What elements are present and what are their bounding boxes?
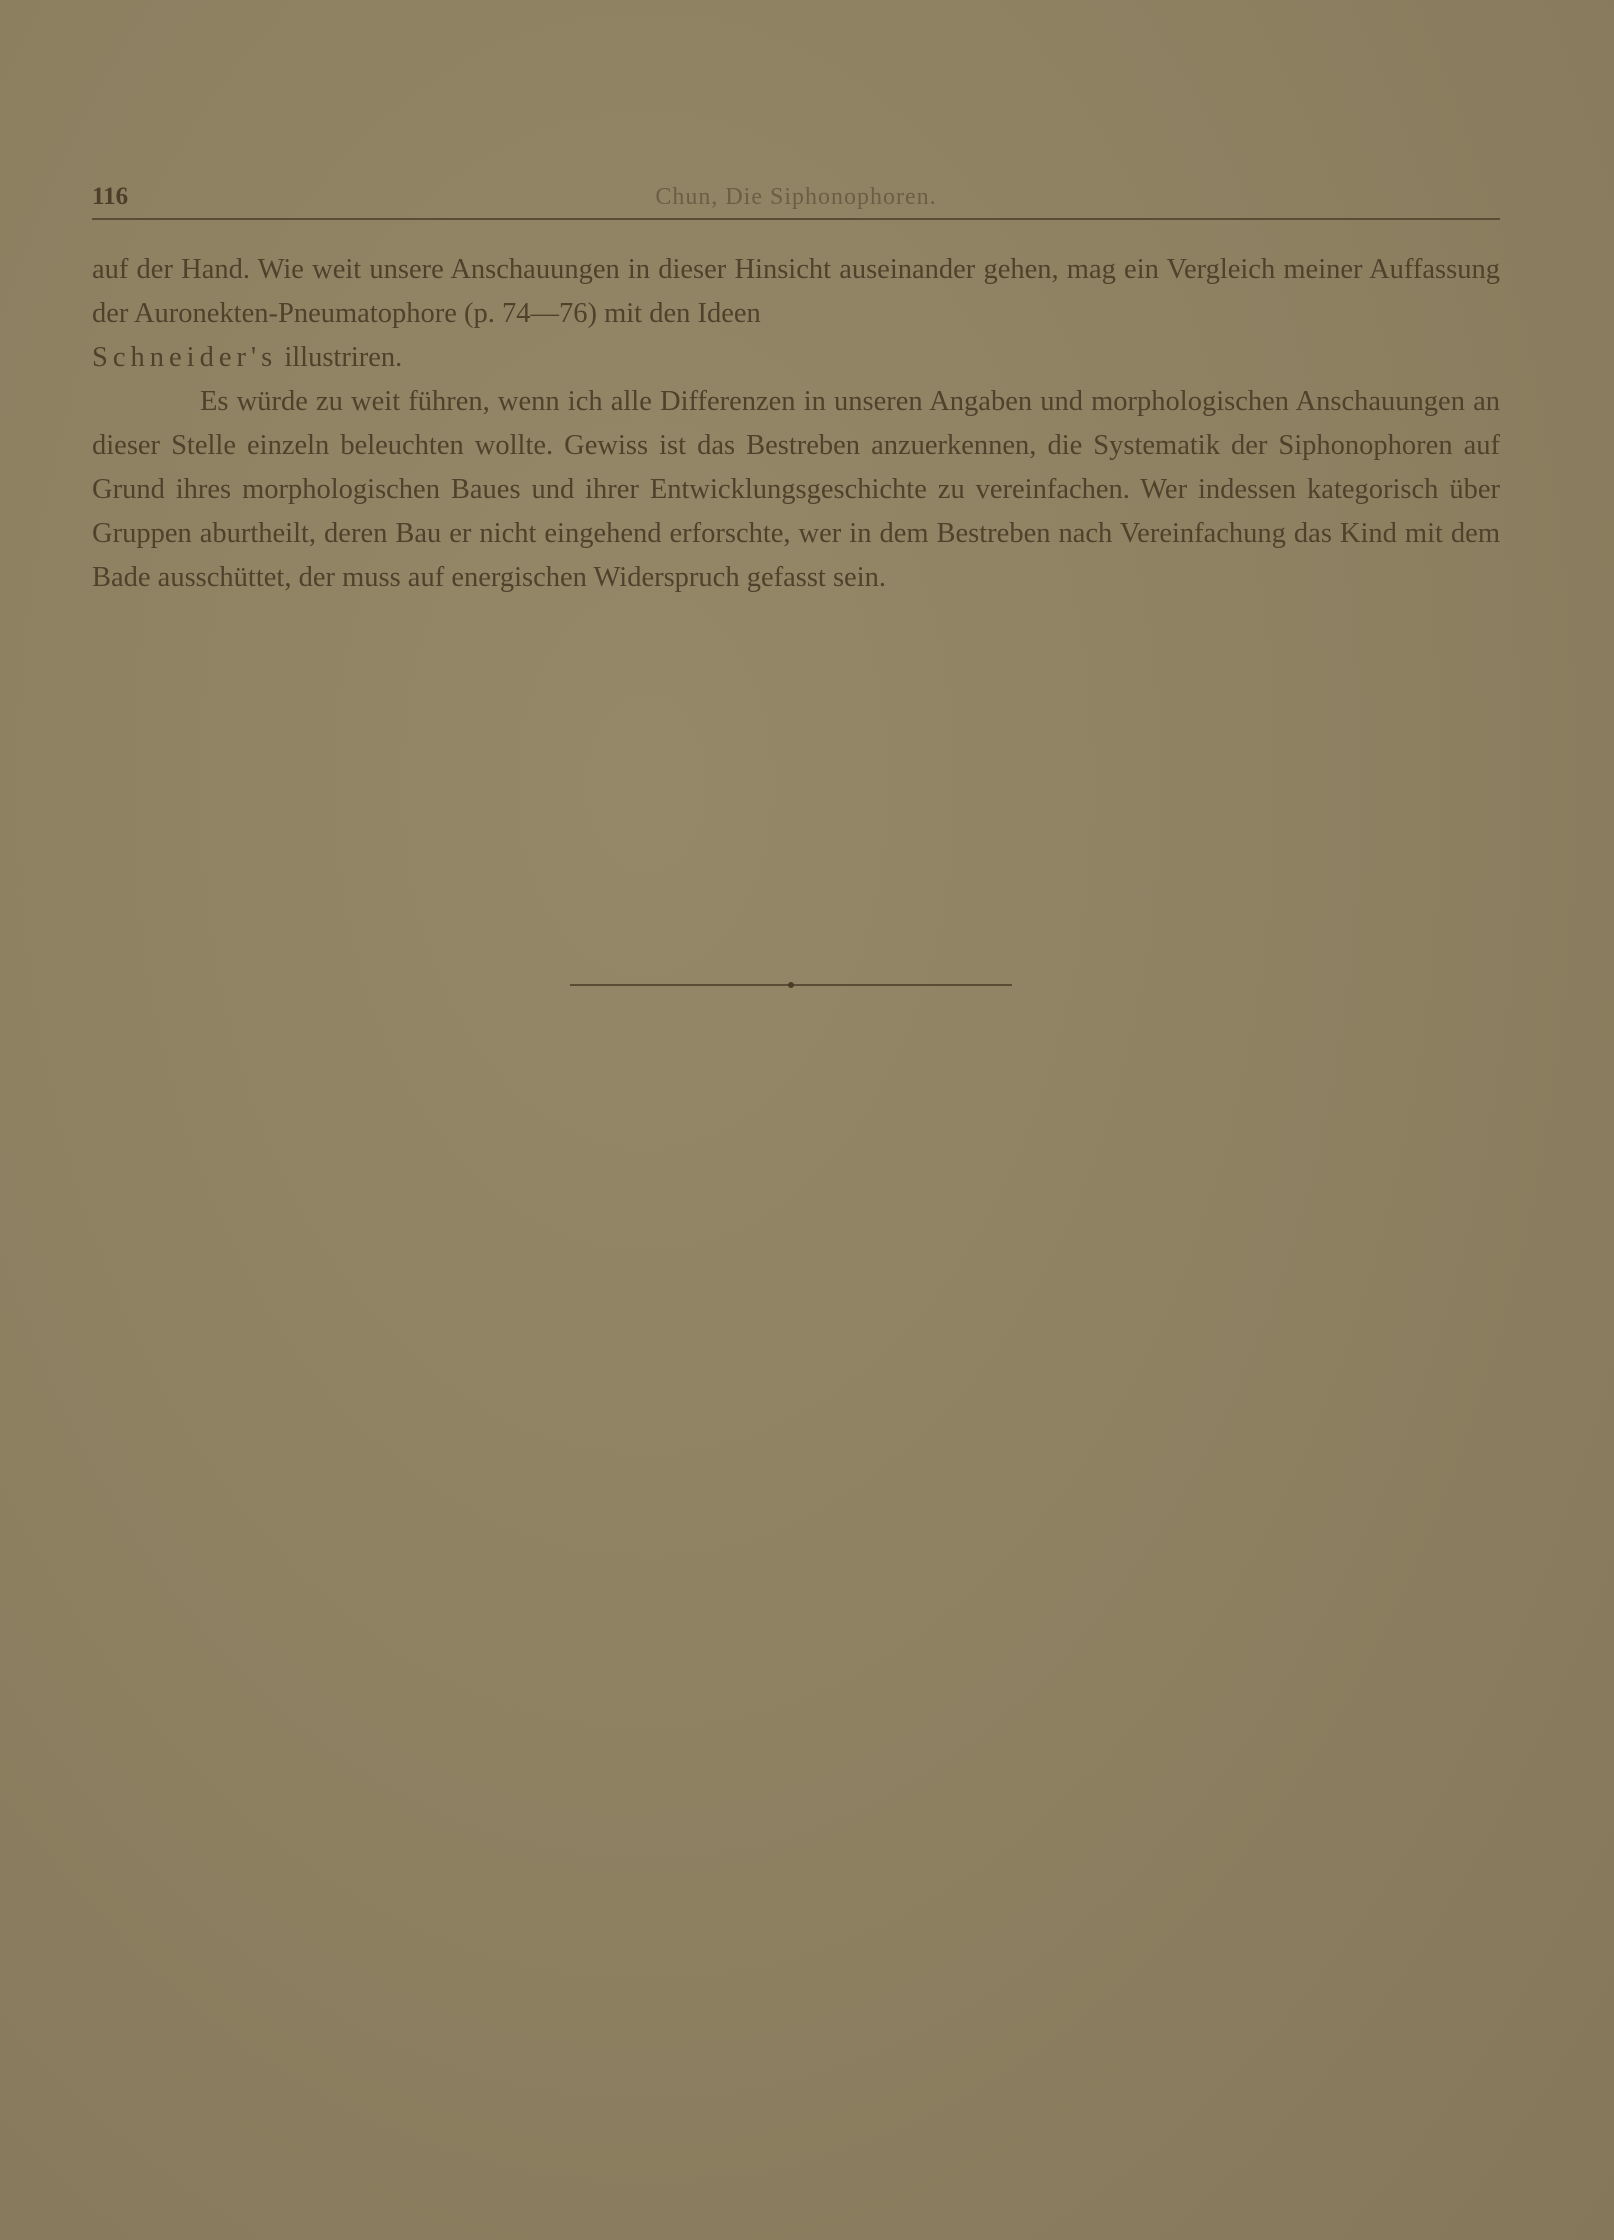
author-name: Schneider's bbox=[92, 342, 278, 373]
paragraph-2: Es würde zu weit führen, wenn ich alle Differenzen in unseren Angaben und morphologischen Anschauungen an dieser Stelle einzeln beleuchten wollte. Gewiss ist das Bestreben anzuerkennen, die Systematik der Siphonophoren auf Grund ihres morphologischen Baues und ihrer Entwicklungsgeschichte zu vereinfachen. Wer indessen kategorisch über Gruppen aburtheilt, deren Bau er nicht eingehend erforschte, wer in dem Bestreben nach Vereinfachung das Kind mit dem Bade ausschüttet, der muss auf energischen Widerspruch gefasst sein. bbox=[92, 386, 1500, 593]
paragraph-1-line-3: illustriren. bbox=[277, 342, 403, 373]
paragraph-1-line-1: auf der Hand. Wie weit unsere Anschauungen in dieser Hinsicht auseinander gehen, mag ein bbox=[92, 254, 1159, 285]
page-number: 116 bbox=[92, 183, 129, 210]
section-end-rule bbox=[570, 984, 1012, 986]
running-head bbox=[92, 178, 1500, 220]
rule-ornament-dot bbox=[788, 982, 794, 988]
body-text bbox=[92, 248, 1500, 600]
paragraph-1 bbox=[92, 248, 1500, 380]
paragraph-1-line-2: Vergleich meiner Auffassung der Auronekten-Pneumatophore (p. 74—76) mit den Ideen bbox=[92, 254, 1500, 329]
running-title: Chun, Die Siphonophoren. bbox=[655, 184, 937, 210]
